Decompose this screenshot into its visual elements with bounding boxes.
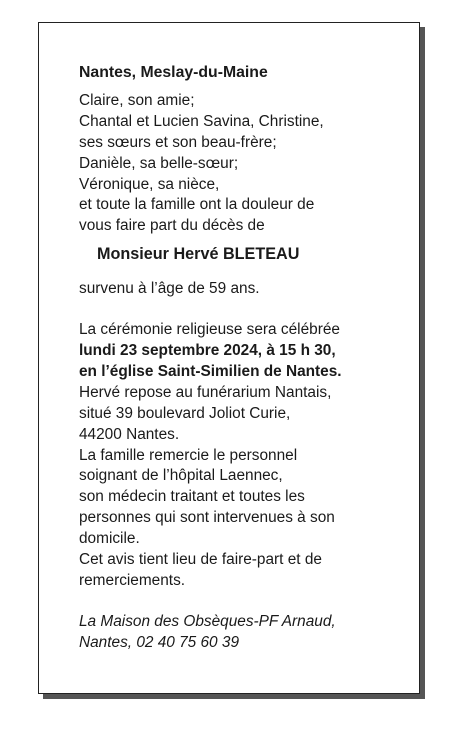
deceased-name: Monsieur Hervé BLETEAU xyxy=(97,245,300,264)
ceremony-intro: La cérémonie religieuse sera célébrée xyxy=(79,321,340,339)
spacer xyxy=(79,592,409,612)
family-line: Chantal et Lucien Savina, Christine, xyxy=(79,112,324,130)
details-line: soignant de l’hôpital Laennec, xyxy=(79,467,283,485)
notice-content xyxy=(79,63,409,654)
family-line: Danièle, sa belle-sœur; xyxy=(79,154,239,172)
obituary-notice xyxy=(38,22,420,694)
details-line: Cet avis tient lieu de faire-part et de xyxy=(79,551,322,569)
details-line: domicile. xyxy=(79,530,140,548)
family-block xyxy=(79,91,409,237)
details-line: situé 39 boulevard Joliot Curie, xyxy=(79,404,291,422)
funeral-home-contact: Nantes, 02 40 75 60 39 xyxy=(79,633,240,651)
family-line: Véronique, sa nièce, xyxy=(79,175,220,193)
details-line: La famille remercie le personnel xyxy=(79,446,298,464)
family-line: ses sœurs et son beau-frère; xyxy=(79,133,277,151)
spacer xyxy=(79,300,409,320)
family-line: Claire, son amie; xyxy=(79,91,195,109)
ceremony-date: lundi 23 septembre 2024, à 15 h 30, xyxy=(79,341,336,359)
ceremony-place: en l’église Saint-Similien de Nantes. xyxy=(79,362,342,380)
notice-heading: Nantes, Meslay-du-Maine xyxy=(79,64,268,81)
details-line: personnes qui sont intervenues à son xyxy=(79,509,335,527)
family-line: vous faire part du décès de xyxy=(79,217,265,235)
funeral-home-name: La Maison des Obsèques-PF Arnaud, xyxy=(79,612,336,630)
details-line: Hervé repose au funérarium Nantais, xyxy=(79,383,332,401)
details-line: 44200 Nantes. xyxy=(79,425,180,443)
details-line: remerciements. xyxy=(79,571,186,589)
details-line: son médecin traitant et toutes les xyxy=(79,488,305,506)
details-block xyxy=(79,383,409,592)
family-line: et toute la famille ont la douleur de xyxy=(79,196,315,214)
age-line: survenu à l’âge de 59 ans. xyxy=(79,280,260,298)
